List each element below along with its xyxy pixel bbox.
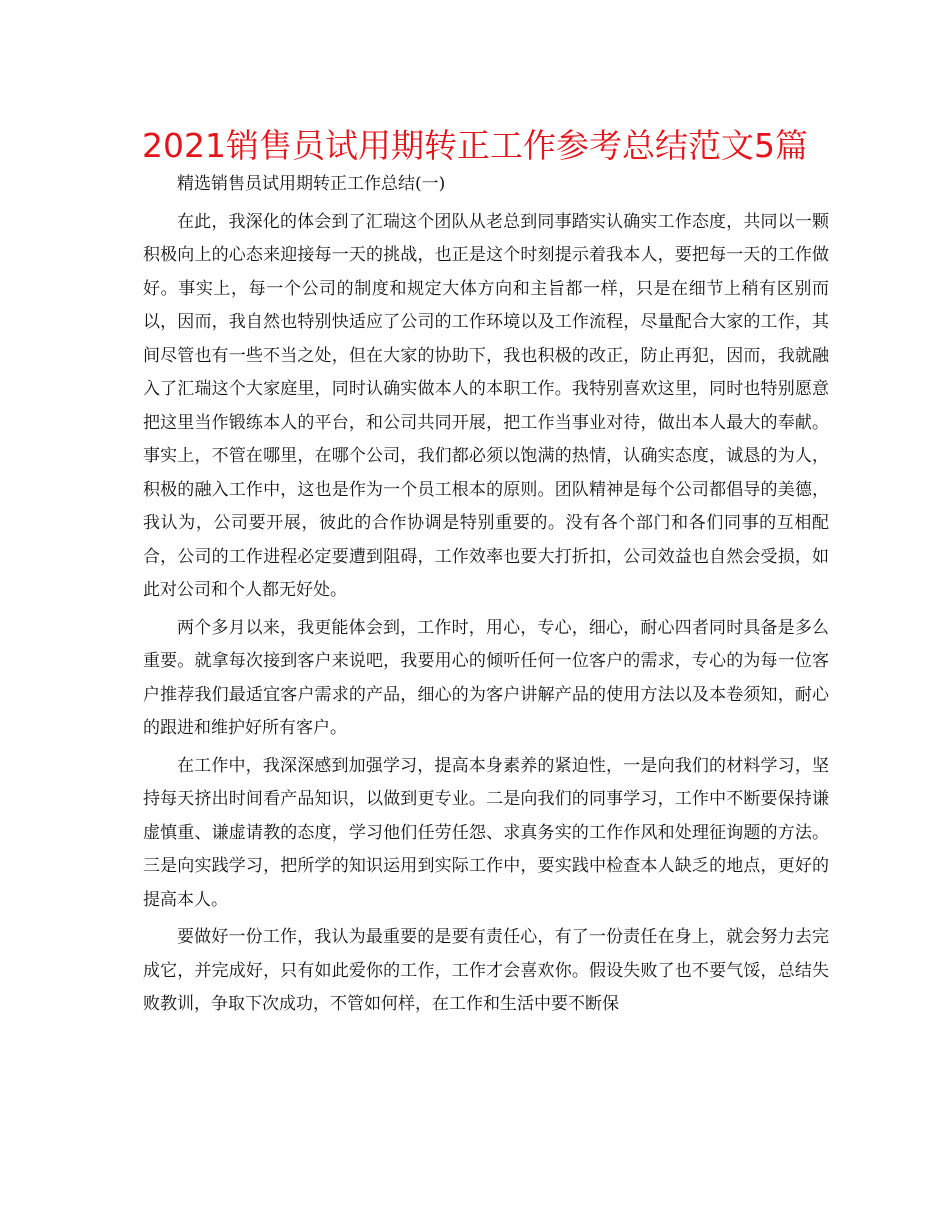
paragraph-2: 两个多月以来，我更能体会到，工作时，用心，专心，细心，耐心四者同时具备是多么重要。就拿每次接到客户来说吧，我要用心的倾听任何一位客户的需求，专心的为每一位客户推荐我们最适宜客户需求的产品，细心的为客户讲解产品的使用方法以及本卷须知，耐心的跟进和维护好所有客户。: [143, 617, 829, 738]
document-title: 2021销售员试用期转正工作参考总结范文5篇: [142, 126, 808, 165]
section-subtitle: 精选销售员试用期转正工作总结(一): [177, 174, 446, 194]
paragraph-1: 在此，我深化的体会到了汇瑞这个团队从老总到同事踏实认确实工作态度，共同以一颗积极向上的心态来迎接每一天的挑战，也正是这个时刻提示着我本人，要把每一天的工作做好。事实上，每一个公司的制度和规定大体方向和主旨都一样，只是在细节上稍有区别而以，因而，我自然也特别快适应了公司的工作环境以及工作流程，尽量配合大家的工作，其间尽管也有一些不当之处，但在大家的协助下，我也积极的改正，防止再犯，因而，我就融入了汇瑞这个大家庭里，同时认确实做本人的本职工作。我特别喜欢这里，同时也特别愿意把这里当作锻练本人的平台，和公司共同开展，把工作当事业对待，做出本人最大的奉献。事实上，不管在哪里，在哪个公司，我们都必须以饱满的热情，认确实态度，诚恳的为人，积极的融入工作中，这也是作为一个员工根本的原则。团队精神是每个公司都倡导的美德，我认为，公司要开展，彼此的合作协调是特别重要的。没有各个部门和各们同事的互相配合，公司的工作进程必定要遭到阻碍，工作效率也要大打折扣，公司效益也自然会受损，如此对公司和个人都无好处。: [143, 211, 829, 600]
paragraph-4: 要做好一份工作，我认为最重要的是要有责任心，有了一份责任在身上，就会努力去完成它，并完成好，只有如此爱你的工作，工作才会喜欢你。假设失败了也不要气馁，总结失败教训，争取下次成功，不管如何样，在工作和生活中要不断保: [143, 927, 829, 1014]
paragraph-3: 在工作中，我深深感到加强学习，提高本身素养的紧迫性，一是向我们的材料学习，坚持每天挤出时间看产品知识，以做到更专业。二是向我们的同事学习，工作中不断要保持谦虚慎重、谦虚请教的态度，学习他们任劳任怨、求真务实的工作作风和处理征询题的方法。三是向实践学习，把所学的知识运用到实际工作中，要实践中检查本人缺乏的地点，更好的提高本人。: [143, 755, 829, 910]
document-body: [143, 168, 829, 1022]
